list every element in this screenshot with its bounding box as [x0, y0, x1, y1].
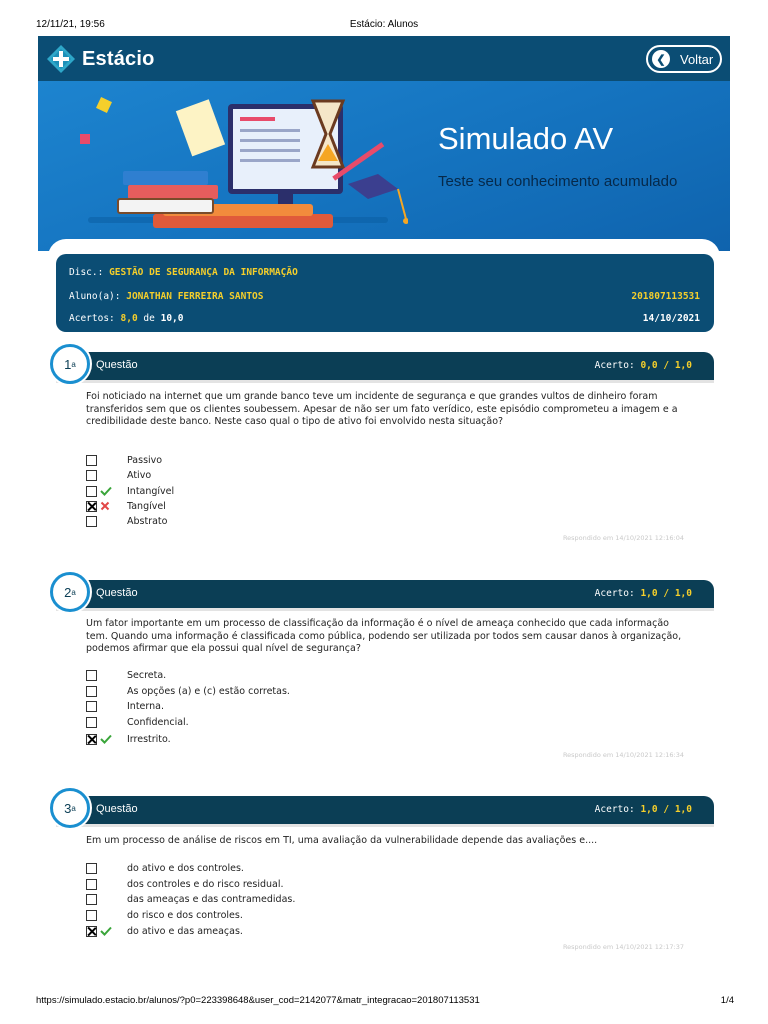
option-mark [100, 515, 114, 527]
option-label: Abstrato [127, 515, 168, 527]
option-label: As opções (a) e (c) estão corretas. [127, 685, 290, 697]
option-mark [100, 700, 114, 712]
score-value: 1,0 [640, 588, 658, 599]
check-correct-icon [100, 485, 114, 497]
score-separator: / [663, 360, 670, 371]
option-mark [100, 469, 114, 481]
student-label: Aluno(a): [69, 291, 121, 302]
score-total: 1,0 [674, 804, 692, 815]
student-id: 201807113531 [631, 291, 700, 302]
score-label: Acerto: [594, 588, 635, 599]
option-mark [100, 909, 114, 921]
logo-text: Estácio [82, 47, 155, 70]
answered-timestamp: Respondido em 14/10/2021 12:16:34 [562, 751, 684, 759]
question-text: Em um processo de análise de riscos em TI, uma avaliação da vulnerabilidade depende das avaliações e.... [86, 835, 598, 846]
header-underline [56, 380, 714, 383]
hits-value: 8,0 [120, 313, 138, 324]
print-datetime: 12/11/21, 19:56 [36, 19, 105, 30]
page-title: Simulado AV [438, 121, 614, 156]
study-illustration [68, 89, 408, 239]
question-number: 3 [64, 800, 72, 816]
option-label: Passivo [127, 454, 163, 466]
option-checkbox[interactable] [86, 717, 97, 728]
print-url: https://simulado.estacio.br/alunos/?p0=223398648&user_cod=2142077&matr_integracao=201807113531 [36, 995, 480, 1006]
chevron-left-icon: ❮ [652, 50, 670, 68]
cross-wrong-icon [100, 500, 114, 512]
option-label: do ativo e dos controles. [127, 862, 244, 874]
answered-timestamp: Respondido em 14/10/2021 12:17:37 [562, 943, 684, 951]
option-checkbox[interactable] [86, 879, 97, 890]
hero-banner [38, 81, 730, 251]
question-text: Foi noticiado na internet que um grande banco teve um incidente de segurança e que grandes vultos de dinheiro foram transferidos sem que os clientes soubessem. Apesar de não ser um fato verídico, este episódio comprometeu a imagem e a credibilidade deste banco. Neste caso qual o tipo de ativo foi envolvido nesta situação? [86, 391, 678, 427]
question-header [56, 796, 714, 824]
score-value: 1,0 [640, 804, 658, 815]
option-checkbox[interactable] [86, 486, 97, 497]
option-checkbox[interactable] [86, 670, 97, 681]
option-item[interactable] [86, 892, 296, 906]
option-mark [100, 669, 114, 681]
score-separator: / [663, 804, 670, 815]
option-mark [100, 716, 114, 728]
banner-curve [48, 239, 720, 251]
check-correct-icon [100, 925, 114, 937]
hits-row [69, 313, 700, 324]
hits-of: de [143, 313, 155, 324]
option-checkbox[interactable] [86, 701, 97, 712]
option-checkbox[interactable] [86, 894, 97, 905]
exam-info-box [56, 254, 714, 332]
discipline-row [69, 267, 700, 278]
score-separator: / [663, 588, 670, 599]
question-score [595, 804, 692, 815]
top-bar [38, 36, 730, 81]
option-label: Irrestrito. [127, 733, 171, 745]
score-total: 1,0 [674, 588, 692, 599]
option-checkbox[interactable] [86, 516, 97, 527]
back-button[interactable] [646, 45, 722, 73]
hits-total: 10,0 [160, 313, 184, 324]
print-header [0, 0, 768, 36]
student-name: JONATHAN FERREIRA SANTOS [126, 291, 264, 302]
header-underline [56, 824, 714, 827]
option-item[interactable] [86, 484, 175, 498]
question-label: Questão [96, 803, 138, 815]
option-label: Intangível [127, 485, 175, 497]
option-item[interactable] [86, 732, 171, 746]
option-mark [100, 878, 114, 890]
option-item[interactable] [86, 684, 290, 698]
question-header [56, 352, 714, 380]
option-item[interactable] [86, 668, 167, 682]
discipline-label: Disc.: [69, 267, 104, 278]
option-item[interactable] [86, 499, 166, 513]
score-label: Acerto: [594, 360, 635, 371]
discipline-value: GESTÃO DE SEGURANÇA DA INFORMAÇÃO [109, 267, 298, 278]
option-item[interactable] [86, 924, 243, 938]
option-mark [100, 893, 114, 905]
question-number-badge [50, 788, 90, 828]
back-button-label: Voltar [680, 51, 714, 67]
option-label: dos controles e do risco residual. [127, 878, 284, 890]
option-checkbox-checked[interactable] [86, 501, 97, 512]
option-item[interactable] [86, 715, 189, 729]
question-score [595, 588, 692, 599]
estacio-logo[interactable] [46, 44, 155, 74]
score-label: Acerto: [594, 804, 635, 815]
option-checkbox[interactable] [86, 910, 97, 921]
option-label: das ameaças e das contramedidas. [127, 893, 296, 905]
print-page-title: Estácio: Alunos [349, 19, 419, 30]
option-label: Confidencial. [127, 716, 189, 728]
option-label: Interna. [127, 700, 164, 712]
option-label: do risco e dos controles. [127, 909, 243, 921]
question-number-suffix: a [71, 359, 76, 369]
option-checkbox[interactable] [86, 455, 97, 466]
question-number-suffix: a [71, 803, 76, 813]
question-label: Questão [96, 359, 138, 371]
option-item[interactable] [86, 861, 244, 875]
option-item[interactable] [86, 453, 163, 467]
check-correct-icon [100, 733, 114, 745]
option-label: Tangível [127, 500, 166, 512]
answered-timestamp: Respondido em 14/10/2021 12:16:04 [562, 534, 684, 542]
question-text: Um fator importante em um processo de classificação da informação é o nível de ameaça conhecido que cada informação tem. Quando uma informação é classificada como pública, podendo ser utilizada por todos sem causar danos à organização, podemos afirmar que ela possui qual nível de segurança? [86, 618, 682, 654]
option-checkbox[interactable] [86, 470, 97, 481]
question-number: 1 [64, 356, 72, 372]
option-checkbox[interactable] [86, 863, 97, 874]
option-item[interactable] [86, 908, 243, 922]
option-checkbox-checked[interactable] [86, 926, 97, 937]
header-underline [56, 608, 714, 611]
score-total: 1,0 [674, 360, 692, 371]
option-label: Secreta. [127, 669, 167, 681]
question-number: 2 [64, 584, 72, 600]
option-mark [100, 685, 114, 697]
page-number: 1/4 [720, 995, 734, 1006]
option-item[interactable] [86, 514, 168, 528]
page-subtitle: Teste seu conhecimento acumulado [438, 173, 678, 190]
option-mark [100, 454, 114, 466]
option-label: do ativo e das ameaças. [127, 925, 243, 937]
estacio-logo-icon [46, 44, 76, 74]
question-score [595, 360, 692, 371]
hits-label: Acertos: [69, 313, 115, 324]
option-checkbox-checked[interactable] [86, 734, 97, 745]
question-number-badge [50, 344, 90, 384]
question-label: Questão [96, 587, 138, 599]
option-mark [100, 862, 114, 874]
question-header [56, 580, 714, 608]
option-label: Ativo [127, 469, 152, 481]
option-checkbox[interactable] [86, 686, 97, 697]
option-item[interactable] [86, 468, 152, 482]
student-row [69, 291, 700, 302]
question-number-badge [50, 572, 90, 612]
question-number-suffix: a [71, 587, 76, 597]
option-item[interactable] [86, 699, 164, 713]
exam-date: 14/10/2021 [642, 313, 700, 324]
score-value: 0,0 [640, 360, 658, 371]
option-item[interactable] [86, 877, 284, 891]
